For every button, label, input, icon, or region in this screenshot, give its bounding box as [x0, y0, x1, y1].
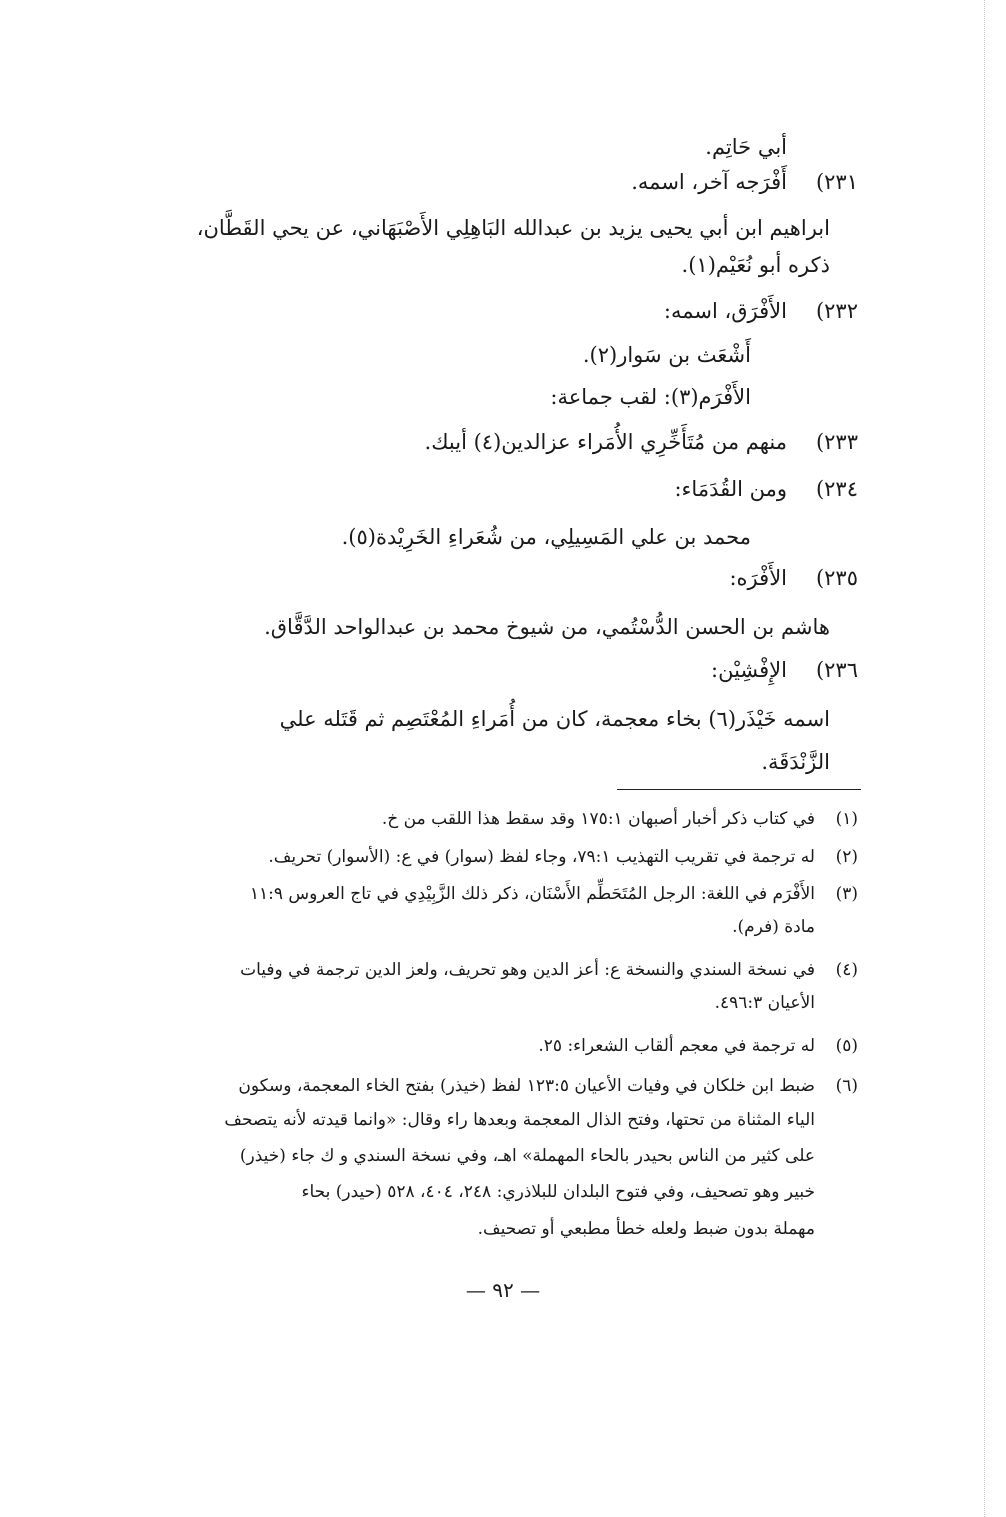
main-line-7: الأَفْرَم(٣): لقب جماعة:	[550, 385, 751, 409]
footnote-number-2: (٢)	[835, 847, 858, 867]
main-line-5: الأَفْرَق، اسمه:	[663, 299, 787, 323]
entry-number-235: ٢٣٥)	[815, 566, 858, 590]
footnote-6-line-2: الياء المثناة من تحتها، وفتح الذال المعجمة وبعدها راء وقال: «وانما قيدته لأنه يتصحف	[224, 1110, 815, 1130]
main-line-2: أَفْرَجه آخر، اسمه.	[631, 170, 787, 194]
footnote-3-line-2: مادة (فرم).	[732, 917, 815, 937]
footnote-5-line-1: له ترجمة في معجم ألقاب الشعراء: ٢٥.	[538, 1036, 815, 1056]
footnote-4-line-1: في نسخة السندي والنسخة ع: أعز الدين وهو تحريف، ولعز الدين ترجمة في وفيات	[240, 960, 815, 980]
footnote-number-4: (٤)	[835, 960, 858, 980]
footnote-4-line-2: الأعيان ٤٩٦:٣.	[714, 993, 815, 1013]
footnote-number-1: (١)	[835, 809, 858, 829]
main-line-8: منهم من مُتَأَخِّرِي الأُمَراء عزالدين(٤) أيبك.	[424, 430, 787, 454]
entry-number-233: ٢٣٣)	[815, 430, 858, 454]
main-line-4: ذكره أبو نُعَيْم(١).	[681, 253, 830, 277]
main-line-11: الأَفْرَه:	[729, 566, 787, 590]
main-line-6: أَشْعَث بن سَوار(٢).	[582, 343, 751, 367]
main-line-12: هاشم بن الحسن الدُّسْتُمي، من شيوخ محمد بن عبدالواحد الدَّقَّاق.	[264, 615, 830, 639]
main-line-9: ومن القُدَمَاء:	[674, 477, 787, 501]
entry-number-232: ٢٣٢)	[815, 299, 858, 323]
main-line-3: ابراهيم ابن أبي يحيى يزيد بن عبدالله البَاهِلِي الأَصْبَهَاني، عن يحي القَطَّان،	[196, 216, 830, 240]
footnote-6-line-3: على كثير من الناس بحيدر بالحاء المهملة» اهـ، وفي نسخة السندي و ك جاء (خيذر)	[239, 1146, 815, 1166]
main-line-13: الإِفْشِيْن:	[711, 658, 787, 682]
footnote-separator	[617, 789, 861, 790]
footnote-2-line-1: له ترجمة في تقريب التهذيب ٧٩:١، وجاء لفظ (سوار) في ع: (الأسوار) تحريف.	[268, 847, 815, 867]
entry-number-236: ٢٣٦)	[815, 658, 858, 682]
footnote-1-line-1: في كتاب ذكر أخبار أصبهان ١٧٥:١ وقد سقط هذا اللقب من خ.	[381, 809, 815, 829]
footnote-6-line-4: خبير وهو تصحيف، وفي فتوح البلدان للبلاذري: ٢٤٨، ٤٠٤، ٥٢٨ (حيدر) بحاء	[301, 1182, 815, 1202]
entry-number-231: ٢٣١)	[815, 170, 858, 194]
footnote-6-line-5: مهملة بدون ضبط ولعله خطأ مطبعي أو تصحيف.	[477, 1219, 815, 1239]
footnote-6-line-1: ضبط ابن خلكان في وفيات الأعيان ١٢٣:٥ لفظ (خيذر) بفتح الخاء المعجمة، وسكون	[238, 1076, 815, 1096]
footnote-number-3: (٣)	[835, 884, 858, 904]
footnote-number-5: (٥)	[835, 1036, 858, 1056]
main-line-1: أبي حَاتِم.	[705, 135, 787, 159]
main-line-15: الزَّنْدَقَة.	[761, 750, 830, 774]
page-number: — ٩٢ —	[465, 1278, 541, 1302]
footnote-3-line-1: الأَفْرَم في اللغة: الرجل المُتَحَطِّم الأَسْنَان، ذكر ذلك الزَّبِيْدِي في تاج العروس ١١:٩	[249, 884, 815, 904]
main-line-10: محمد بن علي المَسِيلِي، من شُعَراءِ الخَرِيْدة(٥).	[341, 525, 751, 549]
main-line-14: اسمه خَيْذَر(٦) بخاء معجمة، كان من أُمَراءِ المُعْتَصِم ثم قَتَله علي	[279, 707, 830, 731]
entry-number-234: ٢٣٤)	[815, 477, 858, 501]
footnote-number-6: (٦)	[835, 1076, 858, 1096]
